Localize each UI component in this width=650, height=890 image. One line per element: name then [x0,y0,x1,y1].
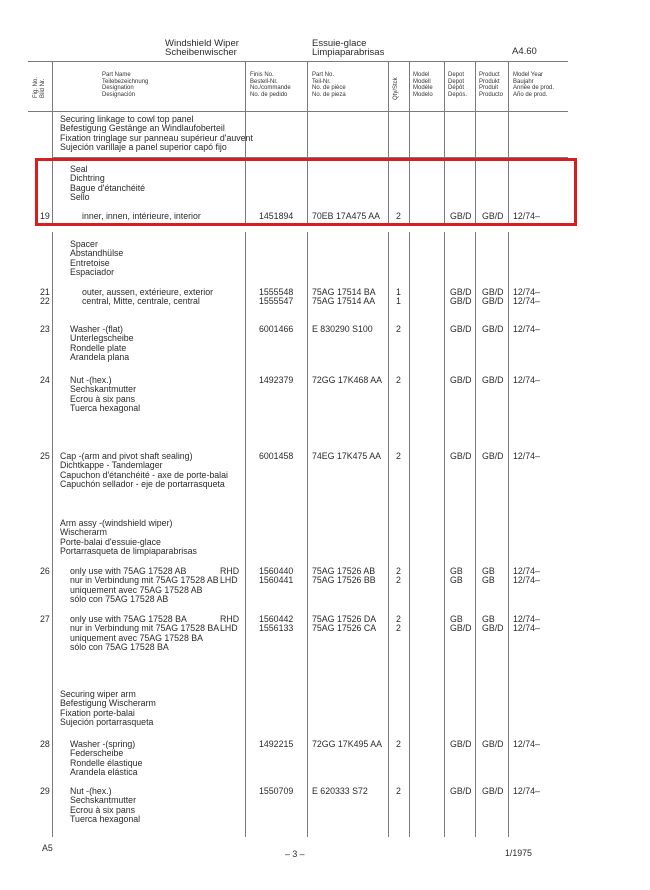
row-24-product: GB/D [482,375,504,385]
row-25-name: Cap -(arm and pivot shaft sealing) Dichtkappe - Tandemlager Capuchon d'étanchéité - axe de porte-balai Capuchón sellador - eje de portarrasqueta [60,451,228,489]
row-22-depot: GB/D [450,296,472,306]
footer-date: 1/1975 [505,848,532,858]
header-fig-no: Fig. No. [33,76,39,98]
header-part-no: Part No. Teil-Nr. No. de pièce No. de pieza [312,72,346,98]
row-26-product: GB GB [482,566,495,586]
row-28-year: 12/74– [513,739,540,749]
row-28-name: Washer -(spring) Federscheibe Rondelle élastique Arandela elástica [70,739,143,777]
row-29-depot: GB/D [450,786,472,796]
row-24-qty: 2 [396,375,401,385]
row-27-product: GB GB/D [482,614,504,634]
row-26-qty: 2 2 [396,566,401,586]
row-21-fig: 21 [40,287,50,297]
row-24-depot: GB/D [450,375,472,385]
row-24-finis: 1492379 [259,375,294,385]
row-29-finis: 1550709 [259,786,294,796]
section-spacer: Spacer Abstandhülse Entretoise Espaciador [70,239,124,277]
header-qty: Qty/Stck [393,77,399,100]
row-27-year: 12/74– 12/74– [513,614,540,634]
row-28-product: GB/D [482,739,504,749]
row-26-depot: GB GB [450,566,463,586]
row-27-finis: 1560442 1556133 [259,614,294,634]
row-19-name: inner, innen, intérieure, interior [82,211,201,221]
row-25-year: 12/74– [513,451,540,461]
row-29-year: 12/74– [513,786,540,796]
row-23-part: E 830290 S100 [312,324,373,334]
row-19-part: 70EB 17A475 AA [312,211,380,221]
row-23-depot: GB/D [450,324,472,334]
row-28-qty: 2 [396,739,401,749]
row-19-fig: 19 [40,211,50,221]
rule-header [28,111,568,112]
page-code: A4.60 [512,46,537,57]
row-21-part: 75AG 17514 BA [312,287,376,297]
row-22-qty: 1 [396,296,401,306]
row-22-part: 75AG 17514 AA [312,296,376,306]
row-27-part: 75AG 17526 DA 75AG 17526 CA [312,614,377,634]
row-22-name: central, Mitte, centrale, central [82,296,200,306]
row-26-name: only use with 75AG 17528 AB nur in Verbindung mit 75AG 17528 AB uniquement avec 75AG 17528 AB sólo con 75AG 17528 AB [70,566,219,604]
row-21-product: GB/D [482,287,504,297]
row-26-part: 75AG 17526 AB 75AG 17526 BB [312,566,376,586]
title-fr: Essuie-glace [312,38,367,49]
row-25-product: GB/D [482,451,504,461]
row-23-name: Washer -(flat) Unterlegscheibe Rondelle plate Arandela plana [70,324,134,362]
row-23-fig: 23 [40,324,50,334]
header-finis-no: Finis No. Bestell-Nr. No./commande No. de pedido [250,72,291,98]
row-23-qty: 2 [396,324,401,334]
row-19-qty: 2 [396,211,401,221]
header-model-year: Model Year Baujahr Année de prod. Año de prod. [513,72,555,98]
row-19-depot: GB/D [450,211,472,221]
header-part-name: Part Name Teilebezeichnung Designation Designación [102,72,149,98]
section-seal: Seal Dichtring Bague d'étanchéité Sello [70,164,146,202]
rule-top [28,61,568,62]
section-securing-wiper-arm: Securing wiper arm Befestigung Wischerarm Fixation porte-balai Sujeción portarrasqueta [60,689,156,727]
row-21-depot: GB/D [450,287,472,297]
row-28-fig: 28 [40,739,50,749]
row-24-year: 12/74– [513,375,540,385]
row-23-year: 12/74– [513,324,540,334]
row-25-part: 74EG 17K475 AA [312,451,381,461]
row-19-year: 12/74– [513,211,540,221]
row-27-fig: 27 [40,614,50,624]
row-29-name: Nut -(hex.) Sechskantmutter Ecrou à six pans Tuerca hexagonal [70,786,141,824]
row-26-side: RHD LHD [220,566,240,586]
footer-page-number: – 3 – [285,849,305,859]
row-24-part: 72GG 17K468 AA [312,375,382,385]
row-26-finis: 1560440 1560441 [259,566,294,586]
row-25-depot: GB/D [450,451,472,461]
row-24-name: Nut -(hex.) Sechskantmutter Ecrou à six pans Tuerca hexagonal [70,375,141,413]
row-21-qty: 1 [396,287,401,297]
row-21-finis: 1555548 [259,287,294,297]
title-en: Windshield Wiper [165,38,239,49]
row-23-finis: 6001466 [259,324,294,334]
row-29-part: E 620333 S72 [312,786,368,796]
row-28-finis: 1492215 [259,739,294,749]
row-22-year: 12/74– [513,296,540,306]
row-23-product: GB/D [482,324,504,334]
highlight-box [35,158,577,226]
row-28-part: 72GG 17K495 AA [312,739,382,749]
row-26-year: 12/74– 12/74– [513,566,540,586]
row-28-depot: GB/D [450,739,472,749]
section-securing-linkage: Securing linkage to cowl top panel Befestigung Gestänge an Windlaufoberteil Fixation tringlage sur panneau supérieur d'auvent Sujeción varillaje a panel superior capó fijo [60,114,253,152]
row-27-qty: 2 2 [396,614,401,634]
row-24-fig: 24 [40,375,50,385]
row-22-product: GB/D [482,296,504,306]
row-19-product: GB/D [482,211,504,221]
header-model: Model Modell Modèle Modelo [413,72,433,98]
row-19-finis: 1451894 [259,211,294,221]
header-product: Product Produkt Produit Producto [479,72,504,98]
row-25-finis: 6001458 [259,451,294,461]
title-es: Limpiaparabrisas [312,47,385,58]
row-29-fig: 29 [40,786,50,796]
row-26-fig: 26 [40,566,50,576]
row-21-name: outer, aussen, extérieure, exterior [82,287,214,297]
row-21-year: 12/74– [513,287,540,297]
title-de: Scheibenwischer [165,47,237,58]
row-27-depot: GB GB/D [450,614,472,634]
header-depot: Depot Depot Dépôt Depós. [448,72,468,98]
row-29-product: GB/D [482,786,504,796]
section-arm-assy: Arm assy -(windshield wiper) Wischerarm Porte-balai d'essuie-glace Portarrasqueta de limpiaparabrisas [60,518,197,556]
row-20-mask [36,226,577,232]
row-27-side: RHD LHD [220,614,240,634]
row-22-finis: 1555547 [259,296,294,306]
row-25-qty: 2 [396,451,401,461]
row-22-fig: 22 [40,296,50,306]
header-bild-nr: Bild Nr. [40,78,46,98]
row-27-name: only use with 75AG 17528 BA nur in Verbindung mit 75AG 17528 BA uniquement avec 75AG 17528 BA sólo con 75AG 17528 BA [70,614,220,652]
row-25-fig: 25 [40,451,50,461]
footer-left: A5 [42,843,53,853]
row-29-qty: 2 [396,786,401,796]
